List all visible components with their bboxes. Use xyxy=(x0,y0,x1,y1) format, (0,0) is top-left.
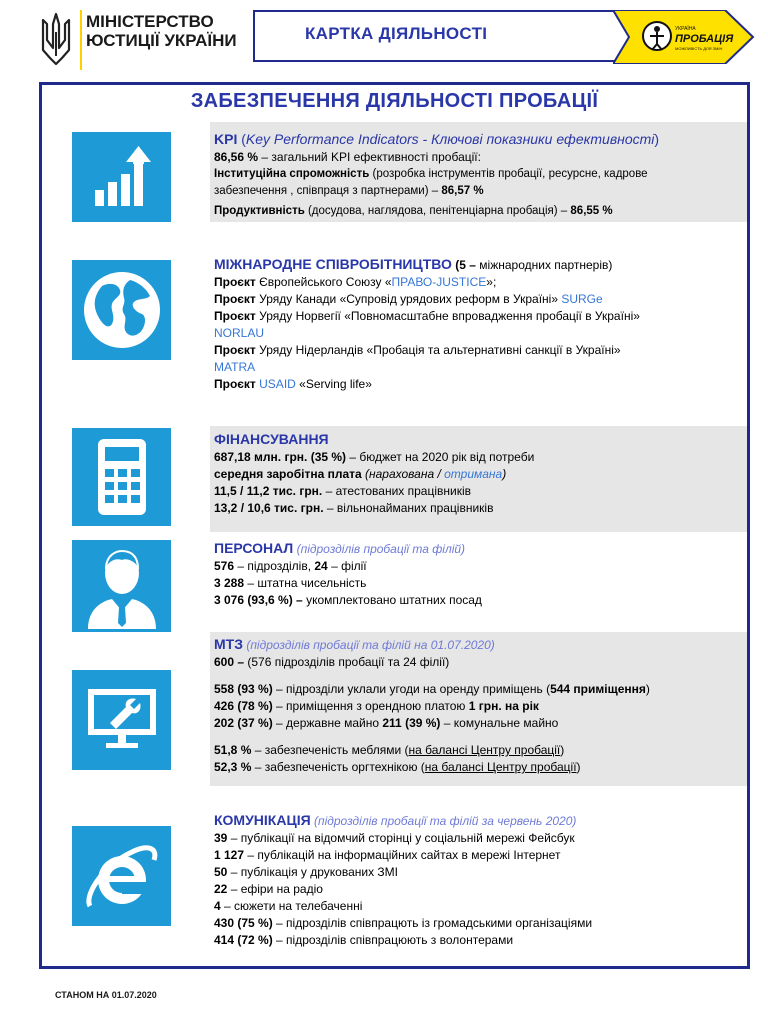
project-4-link[interactable]: MATRA xyxy=(214,360,256,374)
stat-value: 39 xyxy=(214,831,228,845)
international-title: МІЖНАРОДНЕ СПІВРОБІТНИЦТВО xyxy=(214,256,452,272)
stat-text: – публікації на відомчий сторінці у соціальній мережі Фейсбук xyxy=(227,831,575,845)
stat-text: – ефіри на радіо xyxy=(227,882,323,896)
staff-count: 3 288 xyxy=(214,576,245,590)
kpi-total-text: – загальний KPI ефективності пробації: xyxy=(258,150,481,164)
logo-divider xyxy=(80,10,82,70)
list-item xyxy=(214,847,744,864)
lease-text: – підрозділи уклали угоди на оренду приміщень ( xyxy=(272,682,551,696)
lease-premises: 544 приміщення xyxy=(550,682,646,696)
equipment-value: 52,3 % xyxy=(214,760,252,774)
project-label: Проєкт xyxy=(214,377,256,391)
project-4-text: Уряду Нідерландів «Пробація та альтернативні санкції в Україні» xyxy=(255,343,621,357)
kpi-paren-open: ( xyxy=(237,131,246,147)
kpi-section xyxy=(214,131,744,220)
ministry-line-2: ЮСТИЦІЇ УКРАЇНИ xyxy=(86,31,237,50)
list-item xyxy=(214,830,744,847)
card-title: КАРТКА ДІЯЛЬНОСТІ xyxy=(305,24,488,43)
internet-explorer-icon xyxy=(72,826,171,926)
salary-label: середня заробітна плата xyxy=(214,467,362,481)
list-item xyxy=(214,864,744,881)
kpi-capacity-label: Інституційна спроможність xyxy=(214,168,370,180)
furniture-value: 51,8 % xyxy=(214,743,252,757)
units-text: – підрозділів, xyxy=(234,559,315,573)
furniture-text: – забезпеченість меблями ( xyxy=(251,743,409,757)
budget-value: 687,18 млн. грн. (35 %) xyxy=(214,450,347,464)
person-icon xyxy=(72,540,171,632)
globe-icon xyxy=(72,260,171,360)
rent-text: – приміщення з орендною платою xyxy=(272,699,469,713)
list-item xyxy=(214,915,744,932)
filled-positions: 3 076 (93,6 %) – xyxy=(214,593,303,607)
rent-price: 1 грн. на рік xyxy=(468,699,539,713)
list-item xyxy=(214,898,744,915)
furniture-balance: на балансі Центру пробації xyxy=(408,743,561,757)
personnel-title-note: (підрозділів пробації та філій) xyxy=(293,542,466,556)
communication-title: КОМУНІКАЦІЯ xyxy=(214,812,311,828)
stat-value: 22 xyxy=(214,882,228,896)
logo-text-1: УКРАЇНА xyxy=(675,26,696,32)
filled-positions-text: укомплектовано штатних посад xyxy=(302,593,482,607)
partners-count: (5 – xyxy=(451,258,480,272)
list-item xyxy=(214,932,744,949)
finance-title: ФІНАНСУВАННЯ xyxy=(214,431,329,447)
mtz-section xyxy=(214,636,744,776)
partners-count-text: міжнародних партнерів) xyxy=(479,258,613,272)
stat-value: 4 xyxy=(214,899,221,913)
as-of-label: СТАНОМ НА xyxy=(55,990,112,1000)
rent-value: 426 (78 %) xyxy=(214,699,273,713)
international-section xyxy=(214,256,744,393)
project-3-link[interactable]: NORLAU xyxy=(214,326,265,340)
as-of-value: 01.07.2020 xyxy=(111,990,157,1000)
stat-text: – підрозділів співпрацюють з волонтерами xyxy=(272,933,514,947)
state-property-value: 202 (37 %) xyxy=(214,716,273,730)
project-1-text: Європейського Союзу « xyxy=(255,275,392,289)
branches-text: – філії xyxy=(327,559,367,573)
logo-text-3: МОЖЛИВІСТЬ ДЛЯ ЗМІН xyxy=(675,46,723,51)
project-label: Проєкт xyxy=(214,292,256,306)
project-1-link[interactable]: ПРАВО-JUSTICE xyxy=(391,275,487,289)
mtz-total-value: 600 – xyxy=(214,655,245,669)
stat-value: 430 (75 %) xyxy=(214,916,273,930)
branches-count: 24 xyxy=(314,559,328,573)
stat-text: – публікацій на інформаційних сайтах в мережі Інтернет xyxy=(244,848,561,862)
project-label: Проєкт xyxy=(214,275,256,289)
kpi-title: KPI xyxy=(214,131,238,147)
mtz-title-note: (підрозділів пробації та філій на 01.07.2020) xyxy=(242,638,495,652)
personnel-section xyxy=(214,540,744,609)
trident-logo-icon xyxy=(36,10,76,68)
lease-value: 558 (93 %) xyxy=(214,682,273,696)
equipment-text: – забезпеченість оргтехнікою ( xyxy=(251,760,425,774)
salary-note-1: (нарахована / xyxy=(361,467,445,481)
salary-civilian-text: – вільнонайманих працівників xyxy=(323,501,494,515)
kpi-title-full: Key Performance Indicators - Ключові показники ефективності xyxy=(245,131,655,147)
kpi-productivity-label: Продуктивність xyxy=(214,205,305,217)
kpi-capacity-text-2: забезпечення , співпраця з партнерами) – xyxy=(214,185,439,197)
equipment-balance: на балансі Центру пробації xyxy=(424,760,577,774)
kpi-total-value: 86,56 % xyxy=(214,150,259,164)
salary-civilian-value: 13,2 / 10,6 тис. грн. xyxy=(214,501,324,515)
tools-monitor-icon xyxy=(72,670,171,770)
staff-text: – штатна чисельність xyxy=(244,576,367,590)
salary-certified-text: – атестованих працівників xyxy=(322,484,472,498)
communication-title-note: (підрозділів пробації та філій за червень 2020) xyxy=(310,814,577,828)
state-property-text: – державне майно xyxy=(272,716,383,730)
project-1-end: »; xyxy=(486,275,497,289)
stat-value: 1 127 xyxy=(214,848,245,862)
ministry-line-1: МІНІСТЕРСТВО xyxy=(86,12,214,31)
ministry-name xyxy=(86,12,237,50)
project-2-link[interactable]: SURGe xyxy=(561,292,603,306)
mtz-title: МТЗ xyxy=(214,636,243,652)
salary-note-3: ) xyxy=(502,467,507,481)
chart-growth-icon xyxy=(72,132,171,222)
project-3-text: Уряду Норвегії «Повномасштабне впровадження пробації в Україні» xyxy=(255,309,640,323)
furniture-end: ) xyxy=(560,743,565,757)
stat-text: – сюжети на телебаченні xyxy=(220,899,363,913)
stat-text: – підрозділів співпрацють із громадськими організаціями xyxy=(272,916,593,930)
budget-text: – бюджет на 2020 рік від потреби xyxy=(346,450,535,464)
communal-property-value: 211 (39 %) xyxy=(382,716,441,730)
calculator-icon xyxy=(72,428,171,526)
list-item xyxy=(214,881,744,898)
communication-section xyxy=(214,812,744,949)
project-2-text: Уряду Канади «Супровід урядових реформ в Україні» xyxy=(255,292,562,306)
page-title: ЗАБЕЗПЕЧЕННЯ ДІЯЛЬНОСТІ ПРОБАЦІЇ xyxy=(190,90,599,112)
salary-certified-value: 11,5 / 11,2 тис. грн. xyxy=(214,484,323,498)
stat-text: – публікація у друкованих ЗМІ xyxy=(227,865,398,879)
mtz-total-text: (576 підрозділів пробації та 24 філії) xyxy=(244,655,450,669)
as-of-date xyxy=(55,990,157,1000)
kpi-productivity-text: (досудова, наглядова, пенітенціарна пробація) – xyxy=(304,205,568,217)
project-5-end: «Serving life» xyxy=(295,377,372,391)
kpi-paren-close: ) xyxy=(654,131,660,147)
kpi-capacity-text: (розробка інструментів пробації, ресурсне, кадрове xyxy=(369,168,648,180)
salary-note-2: отримана xyxy=(444,467,503,481)
logo-text-2: ПРОБАЦІЯ xyxy=(675,33,734,45)
equipment-end: ) xyxy=(576,760,581,774)
personnel-title: ПЕРСОНАЛ xyxy=(214,540,294,556)
finance-section xyxy=(214,431,744,517)
project-label: Проєкт xyxy=(214,343,256,357)
project-5-link[interactable]: USAID xyxy=(259,377,296,391)
stat-value: 50 xyxy=(214,865,228,879)
project-label: Проєкт xyxy=(214,309,256,323)
units-count: 576 xyxy=(214,559,235,573)
communal-property-text: – комунальне майно xyxy=(440,716,559,730)
kpi-productivity-value: 86,55 % xyxy=(567,205,613,217)
probation-logo xyxy=(613,10,755,64)
lease-end: ) xyxy=(645,682,650,696)
stat-value: 414 (72 %) xyxy=(214,933,273,947)
kpi-capacity-value: 86,57 % xyxy=(438,185,484,197)
